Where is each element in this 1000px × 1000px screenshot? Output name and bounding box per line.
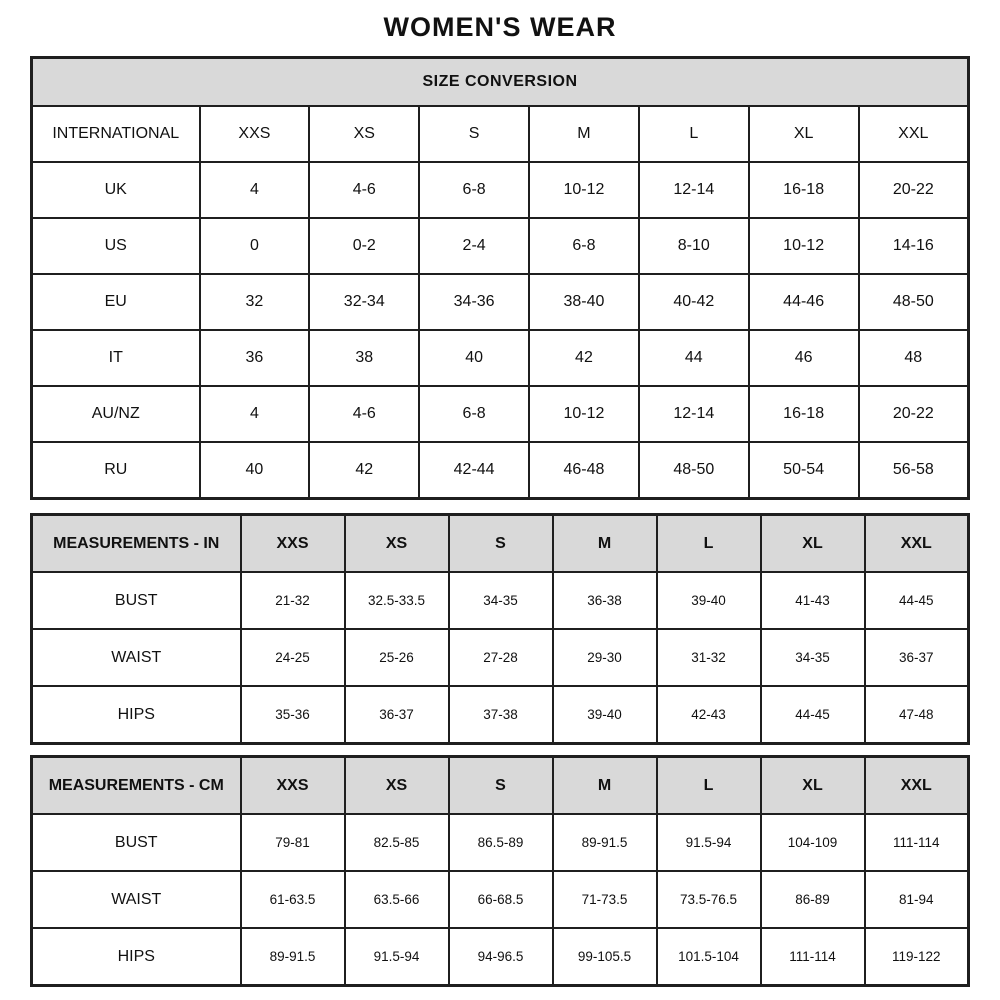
cell: 4 xyxy=(200,162,310,218)
cell: 0-2 xyxy=(309,218,419,274)
cell: 50-54 xyxy=(749,442,859,499)
cell: 25-26 xyxy=(345,629,449,686)
col-header-s: S xyxy=(449,757,553,815)
row-label-hips: HIPS xyxy=(32,928,241,986)
cell: 12-14 xyxy=(639,386,749,442)
cell: 20-22 xyxy=(859,162,969,218)
cell: 104-109 xyxy=(761,814,865,871)
row-label-waist: WAIST xyxy=(32,871,241,928)
cell: 71-73.5 xyxy=(553,871,657,928)
cell: 91.5-94 xyxy=(657,814,761,871)
cell: 4 xyxy=(200,386,310,442)
table-row-waist-cm xyxy=(32,871,969,928)
cell: 14-16 xyxy=(859,218,969,274)
col-header-xs: XS xyxy=(345,515,449,573)
cell: 46-48 xyxy=(529,442,639,499)
col-header-l: L xyxy=(657,757,761,815)
cell: 79-81 xyxy=(241,814,345,871)
col-header-xxl: XXL xyxy=(859,106,969,162)
cell: 34-36 xyxy=(419,274,529,330)
cell: 66-68.5 xyxy=(449,871,553,928)
col-header-xxl: XXL xyxy=(865,515,969,573)
cell: 10-12 xyxy=(749,218,859,274)
row-label-uk: UK xyxy=(32,162,200,218)
cell: 38 xyxy=(309,330,419,386)
page-title: WOMEN'S WEAR xyxy=(383,12,617,42)
table-row-ru xyxy=(32,442,969,499)
cell: 34-35 xyxy=(449,572,553,629)
cell: 44 xyxy=(639,330,749,386)
cell: 42-44 xyxy=(419,442,529,499)
cell: 37-38 xyxy=(449,686,553,744)
cell: 16-18 xyxy=(749,386,859,442)
cell: 99-105.5 xyxy=(553,928,657,986)
cell: 32-34 xyxy=(309,274,419,330)
cell: 40 xyxy=(200,442,310,499)
measurements-in-caption: MEASUREMENTS - IN xyxy=(32,515,241,573)
col-header-m: M xyxy=(553,515,657,573)
col-header-s: S xyxy=(449,515,553,573)
cell: 32 xyxy=(200,274,310,330)
row-label-bust: BUST xyxy=(32,814,241,871)
cell: 44-46 xyxy=(749,274,859,330)
cell: 41-43 xyxy=(761,572,865,629)
size-conversion-caption: SIZE CONVERSION xyxy=(32,58,969,107)
cell: 35-36 xyxy=(241,686,345,744)
table-row-waist-in xyxy=(32,629,969,686)
table-row-it xyxy=(32,330,969,386)
cell: 86-89 xyxy=(761,871,865,928)
table-row-bust-in xyxy=(32,572,969,629)
cell: 36 xyxy=(200,330,310,386)
cell: 4-6 xyxy=(309,162,419,218)
cell: 8-10 xyxy=(639,218,749,274)
row-label-ru: RU xyxy=(32,442,200,499)
cell: 81-94 xyxy=(865,871,969,928)
cell: 29-30 xyxy=(553,629,657,686)
cell: 46 xyxy=(749,330,859,386)
table-row-aunz xyxy=(32,386,969,442)
measurements-cm-header-row xyxy=(32,757,969,815)
measurements-in-table xyxy=(30,513,970,745)
col-header-xxl: XXL xyxy=(865,757,969,815)
cell: 111-114 xyxy=(761,928,865,986)
col-header-xs: XS xyxy=(345,757,449,815)
cell: 2-4 xyxy=(419,218,529,274)
cell: 48-50 xyxy=(859,274,969,330)
cell: 42 xyxy=(529,330,639,386)
cell: 16-18 xyxy=(749,162,859,218)
cell: 56-58 xyxy=(859,442,969,499)
row-label-bust: BUST xyxy=(32,572,241,629)
cell: 44-45 xyxy=(865,572,969,629)
row-label-us: US xyxy=(32,218,200,274)
cell: 6-8 xyxy=(529,218,639,274)
size-conversion-table xyxy=(30,56,970,500)
cell: 44-45 xyxy=(761,686,865,744)
caption-row xyxy=(32,58,969,107)
cell: 101.5-104 xyxy=(657,928,761,986)
cell: 6-8 xyxy=(419,386,529,442)
cell: 24-25 xyxy=(241,629,345,686)
col-header-s: S xyxy=(419,106,529,162)
row-label-hips: HIPS xyxy=(32,686,241,744)
cell: 0 xyxy=(200,218,310,274)
row-label-it: IT xyxy=(32,330,200,386)
table-row-hips-in xyxy=(32,686,969,744)
col-header-l: L xyxy=(657,515,761,573)
table-row-uk xyxy=(32,162,969,218)
col-header-xl: XL xyxy=(761,515,865,573)
col-header-l: L xyxy=(639,106,749,162)
col-header-xs: XS xyxy=(309,106,419,162)
table-row-eu xyxy=(32,274,969,330)
col-header-m: M xyxy=(553,757,657,815)
col-header-xxs: XXS xyxy=(200,106,310,162)
cell: 89-91.5 xyxy=(241,928,345,986)
cell: 39-40 xyxy=(553,686,657,744)
cell: 36-38 xyxy=(553,572,657,629)
measurements-cm-caption: MEASUREMENTS - CM xyxy=(32,757,241,815)
cell: 10-12 xyxy=(529,162,639,218)
cell: 27-28 xyxy=(449,629,553,686)
cell: 63.5-66 xyxy=(345,871,449,928)
cell: 91.5-94 xyxy=(345,928,449,986)
cell: 86.5-89 xyxy=(449,814,553,871)
cell: 31-32 xyxy=(657,629,761,686)
cell: 82.5-85 xyxy=(345,814,449,871)
table-row-us xyxy=(32,218,969,274)
measurements-in-header-row xyxy=(32,515,969,573)
row-label-waist: WAIST xyxy=(32,629,241,686)
row-label-eu: EU xyxy=(32,274,200,330)
cell: 32.5-33.5 xyxy=(345,572,449,629)
cell: 39-40 xyxy=(657,572,761,629)
cell: 48 xyxy=(859,330,969,386)
cell: 36-37 xyxy=(865,629,969,686)
cell: 48-50 xyxy=(639,442,749,499)
cell: 36-37 xyxy=(345,686,449,744)
row-label-aunz: AU/NZ xyxy=(32,386,200,442)
table-row-bust-cm xyxy=(32,814,969,871)
cell: 34-35 xyxy=(761,629,865,686)
cell: 111-114 xyxy=(865,814,969,871)
cell: 20-22 xyxy=(859,386,969,442)
cell: 4-6 xyxy=(309,386,419,442)
cell: 89-91.5 xyxy=(553,814,657,871)
cell: 47-48 xyxy=(865,686,969,744)
table-row-hips-cm xyxy=(32,928,969,986)
cell: 61-63.5 xyxy=(241,871,345,928)
cell: 40 xyxy=(419,330,529,386)
cell: 40-42 xyxy=(639,274,749,330)
cell: 119-122 xyxy=(865,928,969,986)
cell: 42 xyxy=(309,442,419,499)
cell: 73.5-76.5 xyxy=(657,871,761,928)
col-header-m: M xyxy=(529,106,639,162)
col-header-xxs: XXS xyxy=(241,515,345,573)
cell: 38-40 xyxy=(529,274,639,330)
cell: 6-8 xyxy=(419,162,529,218)
cell: 12-14 xyxy=(639,162,749,218)
cell: 10-12 xyxy=(529,386,639,442)
col-header-xxs: XXS xyxy=(241,757,345,815)
measurements-cm-table xyxy=(30,755,970,987)
col-header-xl: XL xyxy=(749,106,859,162)
col-header-international: INTERNATIONAL xyxy=(32,106,200,162)
col-header-xl: XL xyxy=(761,757,865,815)
column-header-row xyxy=(32,106,969,162)
cell: 21-32 xyxy=(241,572,345,629)
cell: 42-43 xyxy=(657,686,761,744)
cell: 94-96.5 xyxy=(449,928,553,986)
